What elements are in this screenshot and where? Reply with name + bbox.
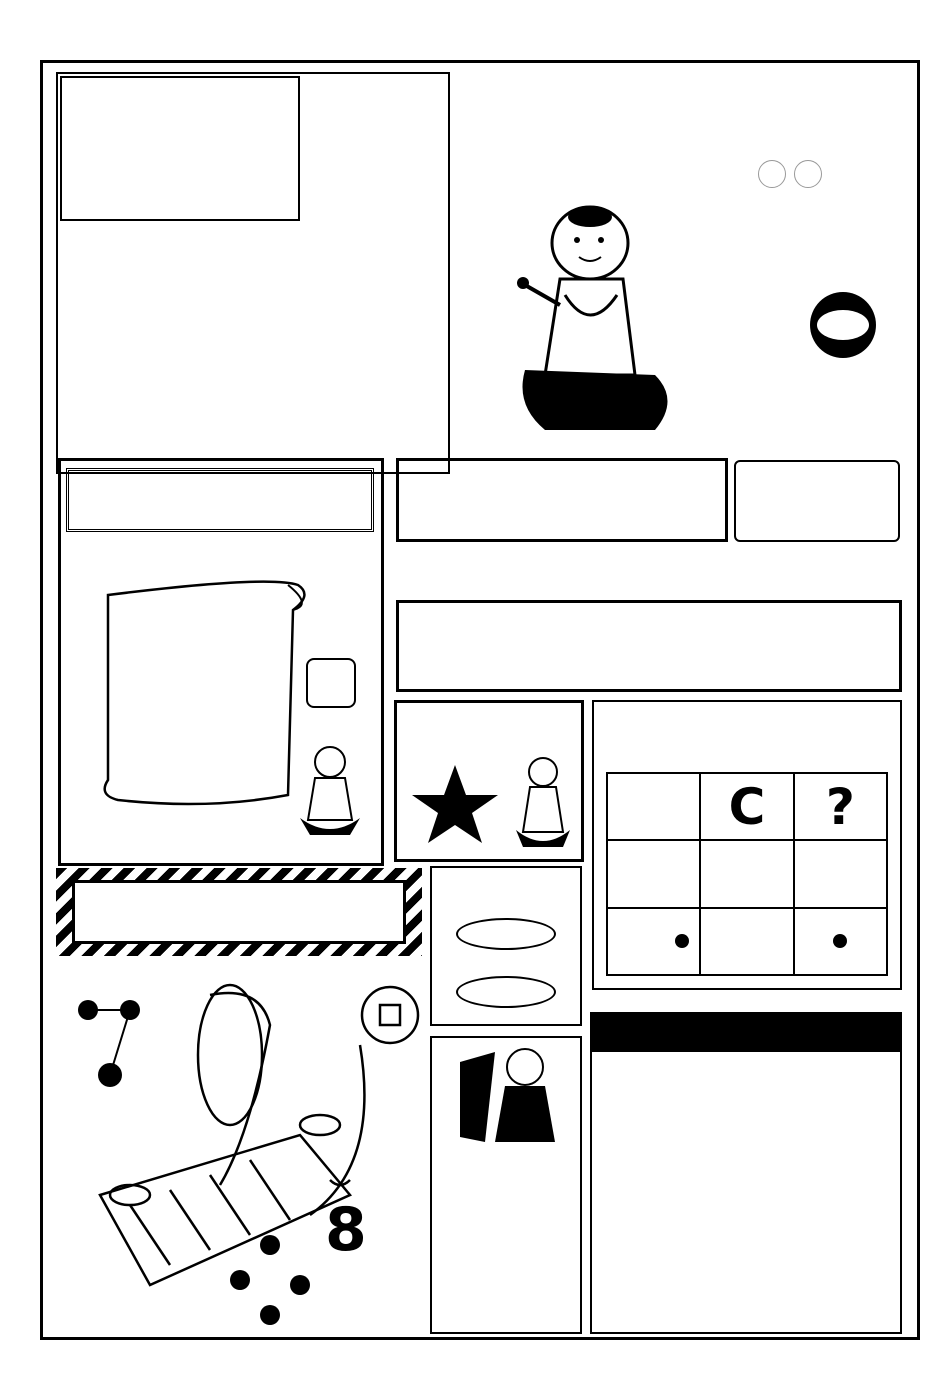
results-box: [590, 1012, 902, 1334]
zodiac-grid: [606, 772, 888, 976]
fortune-title-box: [72, 880, 406, 944]
draw-results-box: [396, 458, 728, 542]
grid-cell: ?: [794, 773, 887, 840]
poem-boy-icon: [290, 740, 370, 840]
grid-cell: [607, 773, 700, 840]
poem-badge: [306, 658, 356, 708]
poem-title-box: [66, 468, 374, 532]
poem-lines: [112, 584, 136, 784]
grid-cell: [607, 908, 700, 975]
deco-circles: [758, 160, 822, 192]
issue-badge: [810, 292, 876, 358]
results-title-bar: [592, 1014, 900, 1052]
grid-cell: [700, 908, 793, 975]
verse-boy-icon: [455, 1042, 565, 1152]
verse-lines: [450, 1158, 468, 1328]
grid-cell: [794, 840, 887, 907]
issue-number: [817, 310, 869, 340]
svg-text:8: 8: [325, 1195, 367, 1265]
send-boy-icon: [508, 752, 578, 852]
send-star: [400, 755, 510, 855]
analysis-box-border: [56, 72, 450, 474]
fortune-illustration: [60, 965, 420, 1335]
grid-cell: [794, 908, 887, 975]
today-single: [456, 976, 556, 1008]
boy-illustration: [505, 195, 685, 440]
grid-cell: C: [700, 773, 793, 840]
grid-cell: [700, 840, 793, 907]
recommend-box: [396, 600, 902, 692]
today-big: [456, 918, 556, 950]
next-draw-box: [734, 460, 900, 542]
grid-cell: [607, 840, 700, 907]
